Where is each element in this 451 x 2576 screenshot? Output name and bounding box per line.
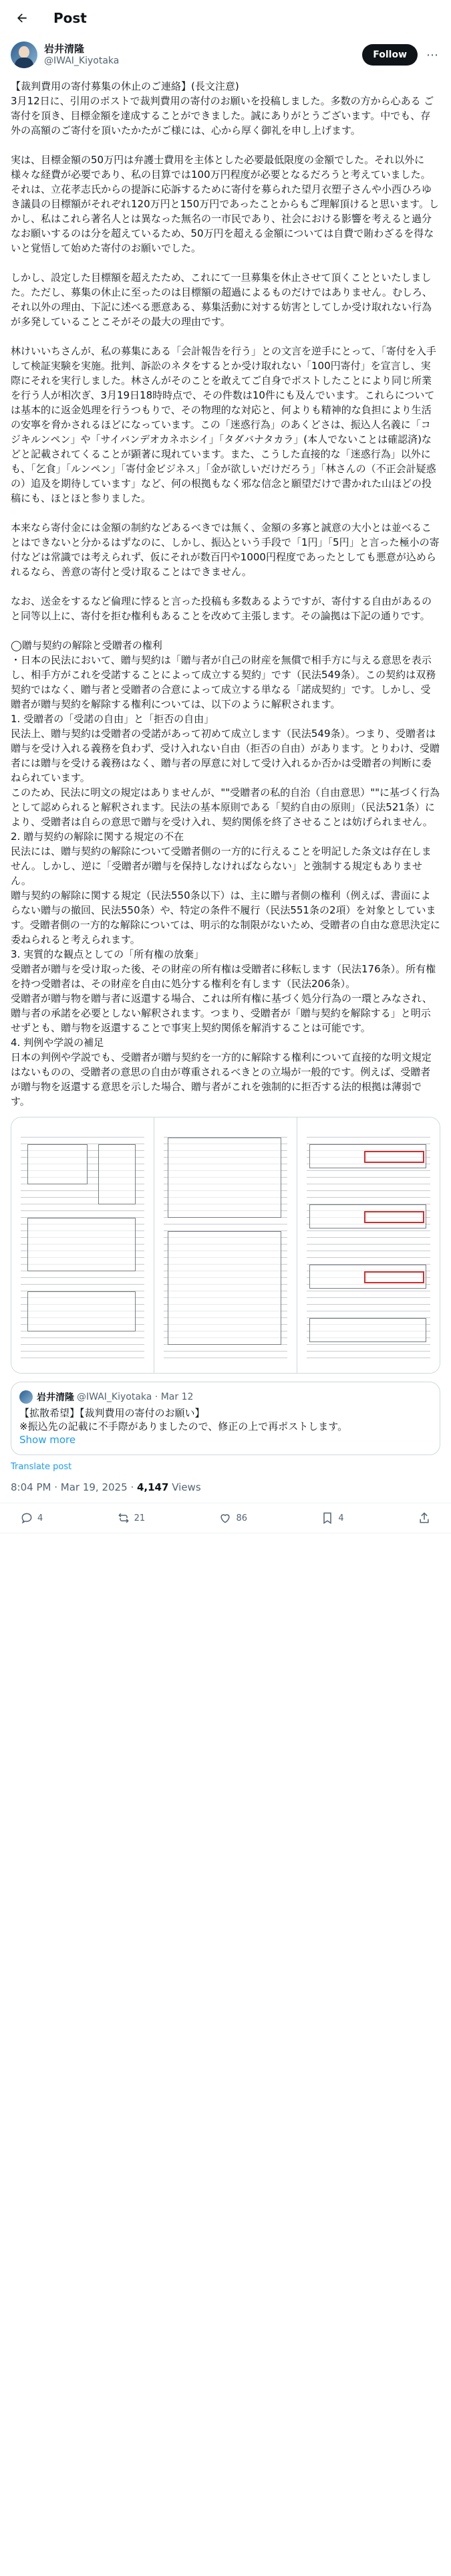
legal-line: 受贈者が贈与物を贈与者に返還する場合、これは所有権に基づく処分行為の一環とみなされ、贈与者の承諾を必要としない解釈されます。つまり、受贈者が「贈与契約を解除する」と明示せずとも、贈与物を返還することで事実上契約関係を解消することは可能です。: [11, 992, 432, 1034]
repost-icon: [117, 1511, 130, 1525]
more-options-icon[interactable]: ⋯: [426, 47, 438, 62]
document-image[interactable]: [11, 1117, 154, 1373]
repost-button[interactable]: [117, 1511, 146, 1525]
quoted-author-name: 岩井清隆: [37, 1392, 74, 1403]
quoted-author-handle: @IWAI_Kiyotaka: [77, 1392, 152, 1402]
reply-button[interactable]: [20, 1511, 43, 1525]
post-paragraph: 実は、目標金額の50万円は弁護士費用を主体とした必要最低限度の金額でした。それ以外に様々な経費が必要であり、私の目算では100万円程度が必要となるだろうと考えていました。それは、立花孝志氏からの提訴に応訴するために寄付を募られた望月衣塑子さんや小西ひろゆき議員の目標額がそれぞれ120万円と150万円であったことからもご理解頂けると思います。しかし、私はこれら著名人とは異なった無名の一市民であり、社会における影響を考えると過分なお願いするのは分を超えているため、50万円を超える金額については自費で賄わざるを得ないと覚悟して始めた寄付のお願いでした。: [11, 154, 439, 254]
bookmark-button[interactable]: [321, 1511, 343, 1525]
views-count: 4,147: [136, 1481, 169, 1493]
quoted-post-header: 岩井清隆 @IWAI_Kiyotaka · Mar 12: [19, 1390, 432, 1404]
action-bar: [0, 1503, 451, 1533]
document-image[interactable]: [297, 1117, 440, 1373]
post-time[interactable]: 8:04 PM: [11, 1481, 51, 1493]
quoted-date: Mar 12: [160, 1392, 194, 1402]
like-count: 86: [236, 1513, 248, 1523]
post-paragraph: 林けいいちさんが、私の募集にある「会計報告を行う」との文言を逆手にとって、「寄付を入手して検証実験を実施。批判、訴訟のネタをするとか受け取れない「100円寄付」を宣言し、実際にそれを実行しました。林さんがそのことを敢えてご自身でポストしたことにより同じ所業を行う人が相次ぎ、3月19日18時時点で、その件数は10件にも及んでいます。これらについては基本的に返金処理を行うつもりで、その物理的な対応と、何よりも精神的な負担により生活の安寧を脅かされるほどになっています。この「迷惑行為」のあくどさは、振込人名義に「コジキルンペン」や「サイバンデオカネホシイ」「タダバナタカラ」(本人でないことは確認済)などと記載されてくることが顕著に現れています。また、こうした直接的な「迷惑行為」以外にも、「乞食」「ルンペン」「寄付金ビジネス」「金が欲しいだけだろう」「林さんの（不正会計疑惑の）追及を期待しています」など、何の根拠もなく邪な信念と願望だけで書かれた山ほどの投稿にも、ほとほと参りました。: [11, 345, 436, 504]
post-meta: 8:04 PM · Mar 19, 2025 · 4,147 Views: [0, 1472, 451, 1503]
post-paragraph: しかし、設定した目標額を超えたため、これにて一旦募集を休止させて頂くことといたしました。ただし、募集の休止に至ったのは目標額の超過によるものだけではありません。むしろ、それ以外の理由、下記に述べる悪意ある、募集活動に対する妨害としてしか受け取れない行為が多発していることこそがその最大の理由です。: [11, 272, 432, 328]
translate-post-link[interactable]: Translate post: [11, 1462, 72, 1472]
quoted-post[interactable]: [11, 1382, 440, 1455]
post-paragraph: 本来なら寄付金には金額の制約などあるべきでは無く、金額の多寡と誠意の大小とは並べることはできないと分かるはずなのに、しかし、振込という手段で「1円」「5円」と言った極小の寄付などは常識では考えられず、仮にそれが数百円や1000円程度であったとしても悪意が込められるなら、善意の寄付と受け取ることはできません。: [11, 522, 440, 578]
document-image[interactable]: [154, 1117, 297, 1373]
legal-line: ・日本の民法において、贈与契約は「贈与者が自己の財産を無償で相手方に与える意思を表示し、相手方がこれを受諾することによって成立する契約」です（民法549条）。この契約は双務契約ではなく、贈与者と受贈者の合意によって成立する単なる「諾成契約」です。しかし、受贈者が贈与契約を解除する権利については、以下のように解釈されます。: [11, 654, 436, 710]
quoted-avatar: [19, 1390, 33, 1404]
like-button[interactable]: [218, 1511, 247, 1525]
share-icon: [418, 1511, 431, 1525]
avatar[interactable]: [11, 41, 37, 68]
repost-count: 21: [134, 1513, 146, 1523]
post-paragraph: 【裁判費用の寄付募集の休止のご連絡】(長文注意) 3月12日に、引用のポストで裁判費用の寄付のお願いを投稿しました。多数の方から心ある ご寄付を頂き、目標金額を達成することができました。誠にありがとうございます。中でも、存外の高額のご寄付を頂いたかたがご様には、心から厚く御礼を申し上げます。: [11, 80, 434, 136]
back-button[interactable]: [11, 7, 33, 29]
page-title: Post: [53, 10, 87, 26]
reply-count: 4: [37, 1513, 43, 1523]
legal-line: 3. 実質的な観点としての「所有権の放棄」: [11, 948, 204, 960]
legal-line: 贈与契約の解除に関する規定（民法550条以下）は、主に贈与者側の権利（例えば、書面によらない贈与の撤回、民法550条）や、特定の条件不履行（民法551条の2項）を対象としています。受贈者側の一方的な解除については、明示的な制限がないため、受贈者の自由な意思決定に委ねられると考えられます。: [11, 889, 440, 946]
bookmark-icon: [321, 1511, 334, 1525]
legal-line: 日本の判例や学説でも、受贈者が贈与契約を一方的に解除する権利について直接的な明文規定はないものの、受贈者の意思の自由が尊重されるべきとの立場が一般的です。例えば、受贈者が贈与物を返還する意思を示した場合、贈与者がこれを強制的に拒否する法的根拠は薄弱です。: [11, 1051, 432, 1107]
post-paragraph: なお、送金をするなど倫理に悖ると言った投稿も多数あるようですが、寄付する自由があるのと同等以上に、寄付を拒む権利もあることを改めて主張します。その論拠は下記の通りです。: [11, 595, 432, 622]
author-row: [0, 36, 451, 71]
post-text: [0, 71, 451, 1109]
author-handle[interactable]: @IWAI_Kiyotaka: [44, 56, 120, 66]
legal-line: 民法上、贈与契約は受贈者の受諾があって初めて成立します（民法549条）。つまり、受贈者は贈与を受け入れる義務を負わず、受け入れない自由（拒否の自由）があります。とりわけ、受贈者には贈与を受ける義務はなく、贈与者の厚意に対して受け入れるか否かは受贈者の判断に委ねられています。: [11, 728, 440, 784]
quoted-post-text: 【拡散希望】【裁判費用の寄付のお願い】 ※振込先の記載に不手際がありましたので、修正の上で再ポストします。: [19, 1407, 348, 1432]
legal-line: 受贈者が贈与を受け取った後、その財産の所有権は受贈者に移転します（民法176条）。所有権を持つ受贈者は、その財産を自由に処分する権利を有します（民法206条）。: [11, 963, 436, 990]
legal-line: このため、民法に明文の規定はありませんが、""受贈者の私的自治（自由意思）""に基づく行為として認められると解釈されます。民法の基本原則である「契約自由の原則」（民法521条）により、受贈者は自らの意思で贈与を受け入れ、契約関係を終了させることは妨げられません。: [11, 786, 440, 828]
legal-heading: ◯贈与契約の解除と受贈者の権利: [11, 639, 162, 651]
heart-icon: [218, 1511, 232, 1525]
legal-line: 4. 判例や学説の補足: [11, 1037, 104, 1049]
legal-line: 民法には、贈与契約の解除について受贈者側の一方的に行えることを明記した条文は存在しません。しかし、逆に「受贈者が贈与を保持しなければならない」と強制する規定もありません。: [11, 845, 432, 887]
reply-icon: [20, 1511, 33, 1525]
bookmark-count: 4: [338, 1513, 344, 1523]
follow-button[interactable]: Follow: [362, 44, 418, 66]
share-button[interactable]: [418, 1511, 431, 1525]
views-label: Views: [172, 1481, 201, 1493]
author-name[interactable]: 岩井清隆: [44, 43, 85, 55]
legal-line: 2. 贈与契約の解除に関する規定の不在: [11, 831, 184, 843]
attached-images[interactable]: [11, 1117, 440, 1374]
legal-section: [11, 638, 440, 1109]
author-info: [44, 43, 362, 67]
legal-line: 1. 受贈者の「受諾の自由」と「拒否の自由」: [11, 713, 214, 725]
top-bar: [0, 0, 451, 36]
arrow-left-icon: [15, 11, 29, 25]
show-more-link[interactable]: Show more: [19, 1434, 76, 1446]
post-date[interactable]: Mar 19, 2025: [60, 1481, 128, 1493]
